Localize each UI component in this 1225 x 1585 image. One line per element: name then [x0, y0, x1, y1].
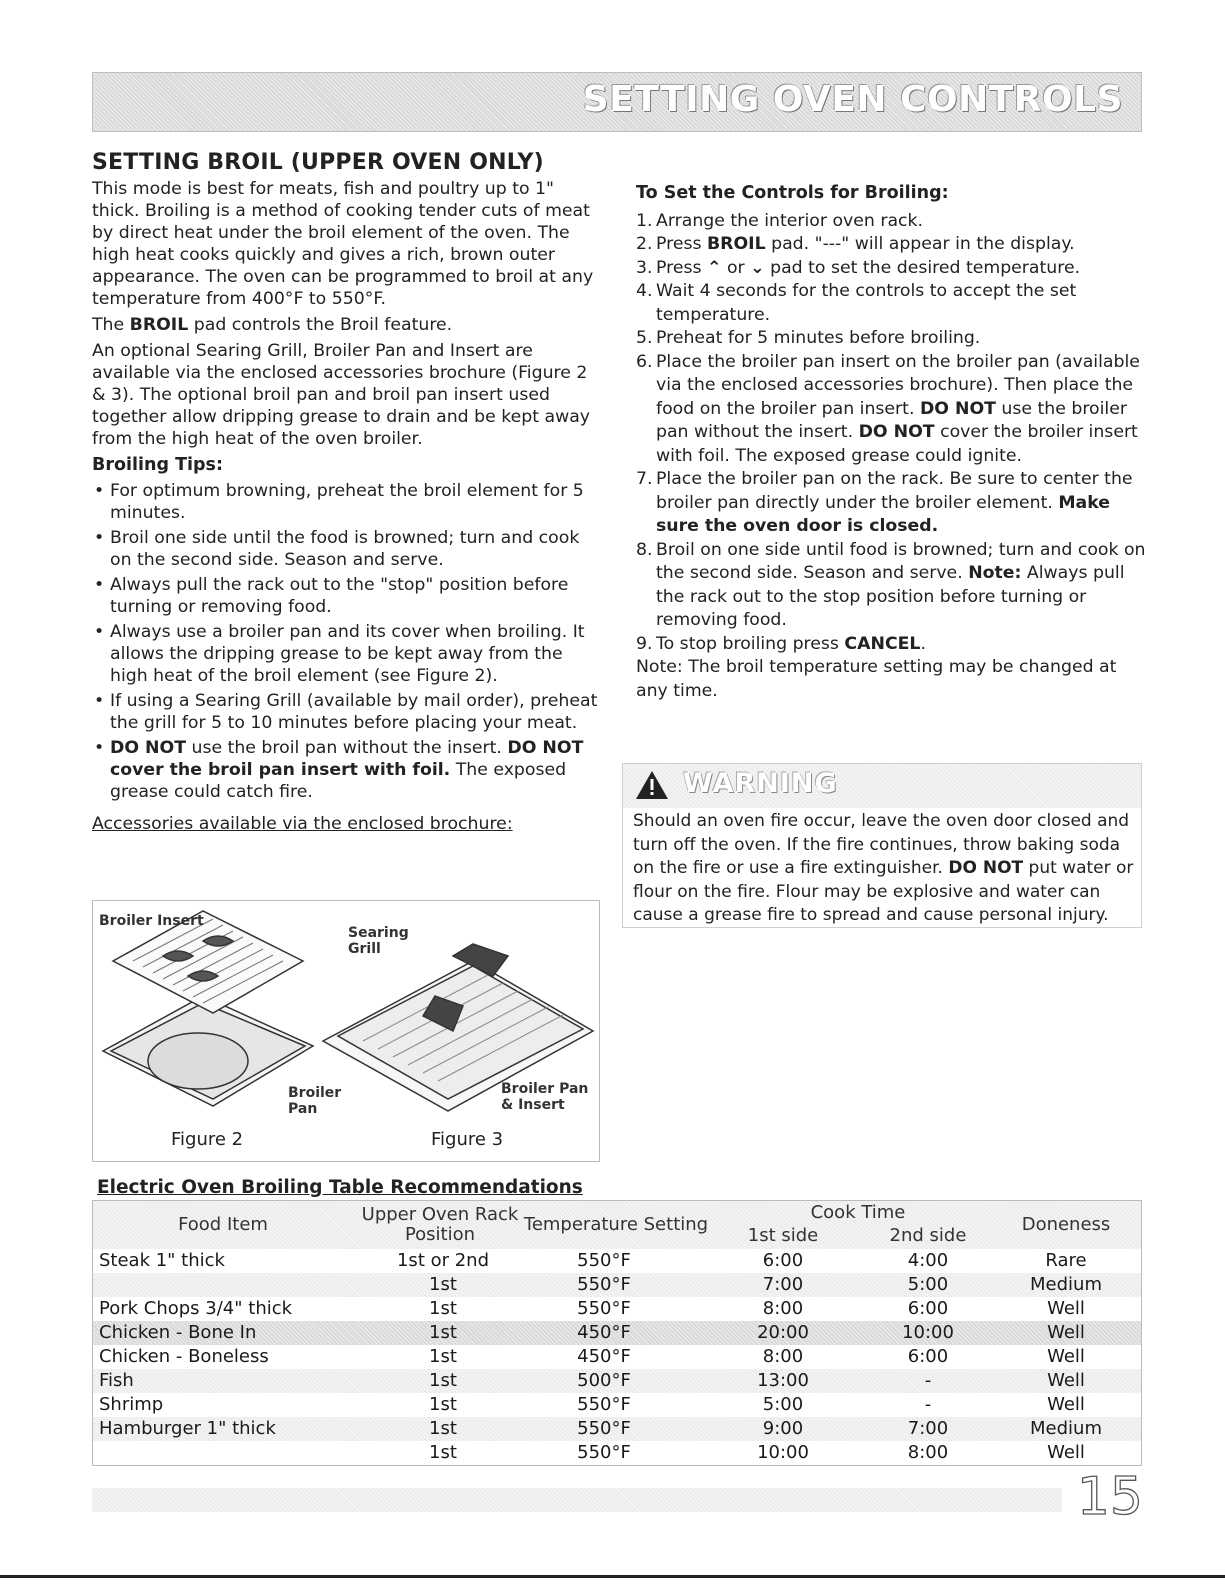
broiling-table — [92, 1200, 1142, 1466]
cell-temp: 500°F — [577, 1370, 631, 1391]
cell-second-side: 6:00 — [907, 1298, 949, 1319]
warning-text — [633, 810, 1135, 928]
cell-doneness: Medium — [1030, 1418, 1102, 1439]
table-header — [93, 1201, 1141, 1249]
step-item: 7. Place the broiler pan on the rack. Be sure to center the broiler pan directly under the broiler element. Make sure the oven door is closed. — [636, 469, 1133, 536]
cell-temp: 550°F — [577, 1298, 631, 1319]
cell-temp: 550°F — [577, 1250, 631, 1271]
cell-food: Chicken - Bone In — [99, 1322, 257, 1343]
warning-triangle-icon — [635, 770, 669, 800]
tip-item: • Broil one side until the food is browned; turn and cook on the second side. Season and serve. — [92, 527, 602, 571]
text: pad controls the Broil feature. — [188, 315, 453, 335]
cell-food: Fish — [99, 1370, 134, 1391]
cell-first-side: 6:00 — [762, 1250, 804, 1271]
cell-rack: 1st — [429, 1418, 457, 1439]
do-not-text: DO NOT — [858, 422, 935, 442]
text: pad. "---" will appear in the display. — [765, 234, 1075, 254]
header-second-side: 2nd side — [889, 1225, 967, 1246]
broiler-illustration — [93, 901, 599, 1161]
accessories-paragraph: An optional Searing Grill, Broiler Pan and Insert are available via the enclosed accessories brochure (Figure 2 & 3). The optional broil pan and broil pan insert used together allow dripping grease to drain and be kept away from the high heat of the oven broiler. — [92, 341, 591, 449]
text: Preheat for 5 minutes before broiling. — [656, 328, 981, 348]
text: Press — [656, 257, 707, 278]
cell-rack: 1st — [429, 1298, 457, 1319]
text: Place the broiler pan insert on the broiler pan (available via the enclosed accessories brochure). Then place the food on the broiler pan insert. — [656, 351, 1140, 419]
controls-title: To Set the Controls for Broiling: — [636, 183, 949, 203]
cell-first-side: 8:00 — [762, 1298, 804, 1319]
cell-food: Steak 1" thick — [99, 1250, 225, 1271]
table-row — [93, 1417, 1141, 1441]
cell-temp: 550°F — [577, 1394, 631, 1415]
cell-doneness: Well — [1047, 1298, 1085, 1319]
text: use the broil pan without the insert. — [186, 738, 508, 758]
broil-keyword: BROIL — [706, 234, 766, 254]
step-item: 4. Wait 4 seconds for the controls to accept the set temperature. — [636, 281, 1077, 325]
label-broiler-pan-insert: Broiler Pan & Insert — [501, 1081, 589, 1113]
footer-strip — [92, 1488, 1062, 1512]
table-row — [93, 1321, 1141, 1345]
broil-note: Note: The broil temperature setting may be changed at any time. — [636, 657, 1117, 701]
do-not-text: DO NOT — [948, 858, 1024, 878]
warning-title: WARNING — [683, 768, 838, 799]
cell-rack: 1st — [429, 1442, 457, 1463]
table-row — [93, 1273, 1141, 1297]
table-row — [93, 1369, 1141, 1393]
step-item: 1. Arrange the interior oven rack. — [636, 210, 924, 231]
text: The exposed grease could catch fire. — [110, 760, 567, 802]
cell-rack: 1st — [429, 1346, 457, 1367]
do-not-text: DO NOT cover the broil pan insert with foil. — [110, 738, 584, 780]
step-item: 5. Preheat for 5 minutes before broiling. — [636, 328, 981, 348]
intro-paragraph: This mode is best for meats, fish and poultry up to 1" thick. Broiling is a method of cooking tender cuts of meat by direct heat under the broil element of the oven. The high heat cooks quickly and gives a rich, brown outer appearance. The oven can be programmed to broil at any temperature from 400°F to 550°F. — [92, 179, 594, 309]
cell-second-side: 6:00 — [907, 1346, 949, 1367]
header-first-side: 1st side — [747, 1225, 819, 1246]
cell-temp: 450°F — [577, 1346, 631, 1367]
step-item: 3. Press ⌃ or ⌄ pad to set the desired temperature. — [636, 257, 1081, 278]
cell-food: Hamburger 1" thick — [99, 1418, 276, 1439]
banner-title: SETTING OVEN CONTROLS — [582, 79, 1123, 120]
tip-item: • Always use a broiler pan and its cover when broiling. It allows the dripping grease to be kept away from the high heat of the broil element (see Figure 2). — [92, 621, 602, 687]
cell-food: Chicken - Boneless — [99, 1346, 269, 1367]
cell-first-side: 5:00 — [762, 1394, 804, 1415]
text: or — [721, 257, 751, 278]
cell-first-side: 20:00 — [757, 1322, 809, 1343]
broiler-pan-shape — [103, 996, 313, 1106]
bottom-rule — [0, 1575, 1225, 1578]
tip-item-warning — [92, 737, 602, 803]
label-searing-grill: Searing Grill — [348, 925, 409, 957]
text: . — [920, 633, 926, 654]
cell-second-side: - — [924, 1394, 932, 1415]
label-broiler-insert: Broiler Insert — [99, 913, 204, 929]
step-item: 8. Broil on one side until food is browned; turn and cook on the second side. Season and serve. Note: Always pull the rack out to the stop position before turning or removing food. — [636, 539, 1146, 630]
header-cook-time: Cook Time — [810, 1202, 906, 1223]
down-arrow-icon: ⌄ — [750, 257, 765, 278]
cell-first-side: 7:00 — [762, 1274, 804, 1295]
caption-figure-2: Figure 2 — [171, 1129, 244, 1150]
cell-doneness: Rare — [1045, 1250, 1087, 1271]
cell-doneness: Well — [1047, 1370, 1085, 1391]
cell-first-side: 13:00 — [757, 1370, 809, 1391]
emphasis-text: Make sure the oven door is closed. — [656, 492, 1110, 536]
cell-rack: 1st or 2nd — [396, 1250, 490, 1271]
text: Wait 4 seconds for the controls to accept the set temperature. — [656, 281, 1077, 325]
cell-second-side: 4:00 — [907, 1250, 949, 1271]
table-row — [93, 1297, 1141, 1321]
note-label: Note: — [968, 563, 1022, 583]
header-banner — [92, 72, 1142, 132]
text: The — [92, 315, 130, 335]
cell-doneness: Well — [1047, 1346, 1085, 1367]
table-row — [93, 1345, 1141, 1369]
table-row — [93, 1249, 1141, 1273]
cell-doneness: Well — [1047, 1394, 1085, 1415]
step-item: 9. To stop broiling press CANCEL. — [636, 633, 926, 654]
broil-pad-paragraph — [92, 314, 602, 336]
cell-food: Shrimp — [99, 1394, 164, 1415]
cell-second-side: 10:00 — [902, 1322, 954, 1343]
cell-rack: 1st — [429, 1322, 457, 1343]
header-temp: Temperature Setting — [523, 1214, 709, 1235]
cell-doneness: Well — [1047, 1442, 1085, 1463]
cell-temp: 450°F — [577, 1322, 631, 1343]
cell-food: Pork Chops 3/4" thick — [99, 1298, 293, 1319]
tip-item: • If using a Searing Grill (available by mail order), preheat the grill for 5 to 10 minutes before placing your meat. — [92, 690, 602, 734]
do-not-text: DO NOT — [919, 398, 996, 419]
cell-doneness: Medium — [1030, 1274, 1102, 1295]
right-column — [636, 182, 1146, 707]
cell-first-side: 9:00 — [762, 1418, 804, 1439]
text: pad to set the desired temperature. — [764, 257, 1081, 278]
tips-list — [92, 480, 602, 803]
label-broiler-pan: Broiler Pan — [288, 1085, 342, 1117]
caption-figure-3: Figure 3 — [431, 1129, 504, 1150]
cell-rack: 1st — [429, 1370, 457, 1391]
left-column — [92, 152, 602, 839]
step-item: 6. Place the broiler pan insert on the broiler pan (available via the enclosed accessories brochure). Then place the food on the broiler pan insert. DO NOT use the broiler pan without the insert. DO NOT cover the broiler insert with foil. The exposed grease could ignite. — [636, 351, 1140, 466]
cell-second-side: 7:00 — [907, 1418, 949, 1439]
cell-food — [99, 1273, 349, 1297]
text: To stop broiling press — [656, 633, 845, 654]
header-doneness: Doneness — [1021, 1214, 1111, 1235]
table-title: Electric Oven Broiling Table Recommendations — [97, 1177, 583, 1198]
text: Always pull the rack out to the stop position before turning or removing food. — [656, 563, 1125, 630]
text: use the broiler pan without the insert. — [656, 398, 1127, 442]
table-row — [93, 1393, 1141, 1417]
text: cover the broiler insert with foil. The exposed grease could ignite. — [656, 422, 1138, 466]
warning-box — [622, 763, 1142, 928]
cell-first-side: 10:00 — [757, 1442, 809, 1463]
cell-rack: 1st — [429, 1274, 457, 1295]
cell-second-side: 5:00 — [907, 1274, 949, 1295]
cell-second-side: 8:00 — [907, 1442, 949, 1463]
accessories-figure — [92, 900, 600, 1162]
cell-temp: 550°F — [577, 1274, 631, 1295]
page-number: 15 — [1076, 1467, 1143, 1527]
header-food: Food Item — [178, 1214, 268, 1235]
tips-title: Broiling Tips: — [92, 455, 223, 475]
cell-temp: 550°F — [577, 1418, 631, 1439]
do-not-text: DO NOT — [110, 738, 186, 758]
cancel-keyword: CANCEL — [844, 633, 921, 654]
cell-rack: 1st — [429, 1394, 457, 1415]
accessories-link[interactable]: Accessories available via the enclosed brochure: — [92, 814, 513, 834]
header-rack: Upper Oven Rack Position — [361, 1204, 519, 1245]
text: Press — [656, 234, 707, 254]
cell-first-side: 8:00 — [762, 1346, 804, 1367]
table-row — [93, 1441, 1141, 1465]
text: Broil on one side until food is browned; turn and cook on the second side. Season and serve. — [656, 539, 1146, 583]
step-item: 2. Press BROIL pad. "---" will appear in the display. — [636, 234, 1075, 254]
up-arrow-icon: ⌃ — [706, 257, 722, 278]
cell-temp: 550°F — [577, 1442, 631, 1463]
section-title: SETTING BROIL (UPPER OVEN ONLY) — [92, 150, 544, 175]
broil-keyword: BROIL — [129, 315, 189, 335]
text: Place the broiler pan on the rack. Be sure to center the broiler pan directly under the broiler element. — [656, 469, 1133, 513]
cell-doneness: Well — [1047, 1322, 1085, 1343]
text: Arrange the interior oven rack. — [656, 210, 924, 231]
tip-item: • Always pull the rack out to the "stop" position before turning or removing food. — [92, 574, 602, 618]
cell-food — [99, 1441, 349, 1465]
tip-item: • For optimum browning, preheat the broil element for 5 minutes. — [92, 480, 602, 524]
cell-second-side: - — [924, 1370, 932, 1391]
text: put water or flour on the fire. Flour may be explosive and water can cause a grease fire to spread and cause personal injury. — [633, 858, 1134, 925]
text: Should an oven fire occur, leave the oven door closed and turn off the oven. If the fire continues, throw baking soda on the fire or use a fire extinguisher. — [633, 811, 1130, 878]
warning-header — [623, 764, 1141, 808]
steps-list — [636, 210, 1146, 657]
